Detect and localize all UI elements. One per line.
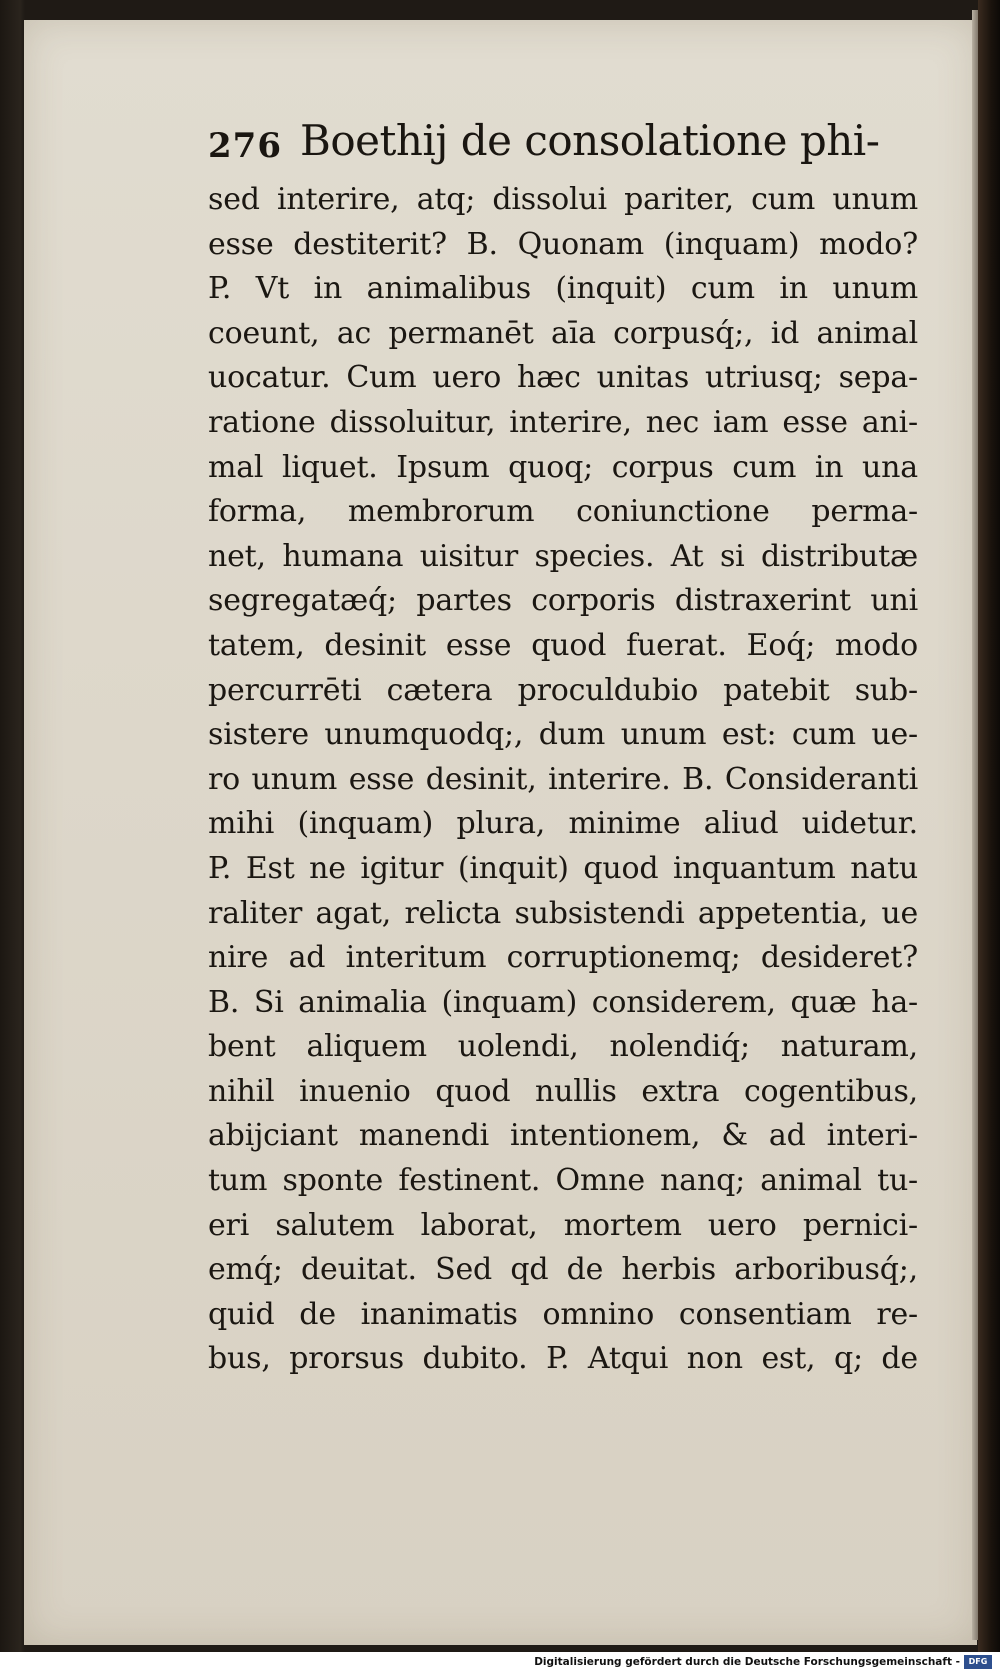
text-line: percurrēti cætera proculdubio patebit sub- (208, 672, 918, 708)
footer-strip (0, 1652, 1000, 1673)
running-head (208, 116, 880, 174)
text-line: tum sponte festinent. Omne nanq; animal tu- (208, 1163, 918, 1199)
text-line: abijciant manendi intentionem, & ad interi- (208, 1118, 918, 1154)
text-line: bus, prorsus dubito. P. Atqui non est, q; de (208, 1341, 918, 1377)
text-line: forma, membrorum coniunctione perma- (208, 494, 918, 530)
text-line: mihi (inquam) plura, minime aliud uidetur. (208, 806, 918, 842)
text-line: P. Est ne igitur (inquit) quod inquantum natu (208, 850, 918, 886)
text-line: quid de inanimatis omnino consentiam re- (208, 1296, 918, 1332)
text-line: ro unum esse desinit, interire. B. Consideranti (208, 761, 918, 797)
text-line: mal liquet. Ipsum quoq; corpus cum in una (208, 449, 918, 485)
page-number: 276 (208, 126, 282, 166)
text-line: sistere unumquodq;, dum unum est: cum ue- (208, 717, 918, 753)
text-line: uocatur. Cum uero hæc unitas utriusq; sepa- (208, 360, 918, 396)
text-line: net, humana uisitur species. At si distributæ (208, 538, 918, 574)
dfg-logo: DFG (964, 1655, 992, 1669)
text-line: bent aliquem uolendi, nolendiq́; naturam, (208, 1029, 918, 1065)
running-head-title: Boethij de consolatione phi- (300, 116, 880, 165)
digitization-credit: Digitalisierung gefördert durch die Deutsche Forschungsgemeinschaft - (534, 1656, 960, 1668)
text-line: nihil inuenio quod nullis extra cogentibus, (208, 1073, 918, 1109)
text-line: nire ad interitum corruptionemq; desideret? (208, 940, 918, 976)
text-line: tatem, desinit esse quod fuerat. Eoq́; modo (208, 627, 918, 663)
body-text (208, 178, 918, 1382)
book-spine (978, 0, 1000, 1652)
text-line: eri salutem laborat, mortem uero pernici- (208, 1207, 918, 1243)
text-line: B. Si animalia (inquam) considerem, quæ ha- (208, 984, 918, 1020)
text-line: ratione dissoluitur, interire, nec iam esse ani- (208, 404, 918, 440)
text-line: P. Vt in animalibus (inquit) cum in unum (208, 271, 918, 307)
text-line: sed interire, atq; dissolui pariter, cum unum (208, 182, 918, 217)
text-line: raliter agat, relicta subsistendi appetentia, ue (208, 895, 918, 931)
text-line: segregatæq́; partes corporis distraxerint uni (208, 583, 918, 619)
text-line: emq́; deuitat. Sed qd de herbis arboribusq́;, (208, 1252, 918, 1288)
text-line: esse destiterit? B. Quonam (inquam) modo? (208, 226, 918, 262)
text-line: coeunt, ac permanēt aīa corpusq́;, id animal (208, 315, 918, 351)
